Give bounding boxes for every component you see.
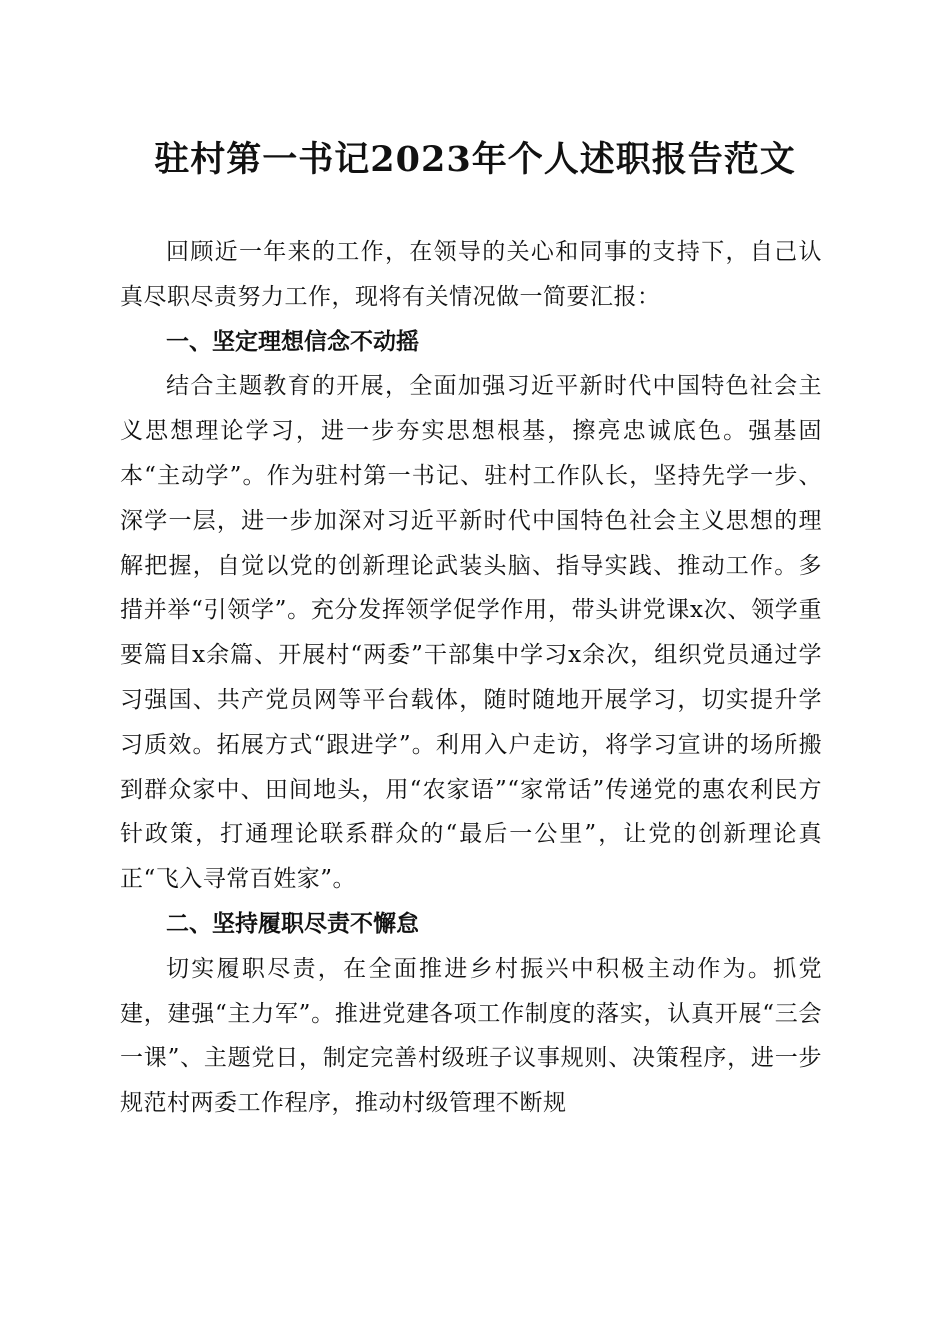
document-title: 驻村第一书记2023年个人述职报告范文 (154, 139, 796, 180)
section-2-heading: 二、坚持履职尽责不懈怠 (166, 910, 419, 937)
document-body (120, 230, 822, 1126)
section-1-paragraph: 结合主题教育的开展，全面加强习近平新时代中国特色社会主义思想理论学习，进一步夯实思想根基，擦亮忠诚底色。强基固本“主动学”。作为驻村第一书记、驻村工作队长，坚持先学一步、深学一层，进一步加深对习近平新时代中国特色社会主义思想的理解把握，自觉以党的创新理论武装头脑、指导实践、推动工作。多措并举“引领学”。充分发挥领学促学作用，带头讲党课x次、领学重要篇目x余篇、开展村“两委”干部集中学习x余次，组织党员通过学习强国、共产党员网等平台载体，随时随地开展学习，切实提升学习质效。拓展方式“跟进学”。利用入户走访，将学习宣讲的场所搬到群众家中、田间地头，用“农家语”“家常话”传递党的惠农利民方针政策，打通理论联系群众的“最后一公里”，让党的创新理论真正“飞入寻常百姓家”。 (120, 373, 822, 893)
intro-paragraph: 回顾近一年来的工作，在领导的关心和同事的支持下，自己认真尽职尽责努力工作，现将有关情况做一简要汇报： (120, 239, 822, 310)
section-2-paragraph: 切实履职尽责，在全面推进乡村振兴中积极主动作为。抓党建，建强“主力军”。推进党建各项工作制度的落实，认真开展“三会一课”、主题党日，制定完善村级班子议事规则、决策程序，进一步规范村两委工作程序，推动村级管理不断规 (120, 955, 822, 1117)
section-1-heading: 一、坚定理想信念不动摇 (166, 328, 419, 355)
